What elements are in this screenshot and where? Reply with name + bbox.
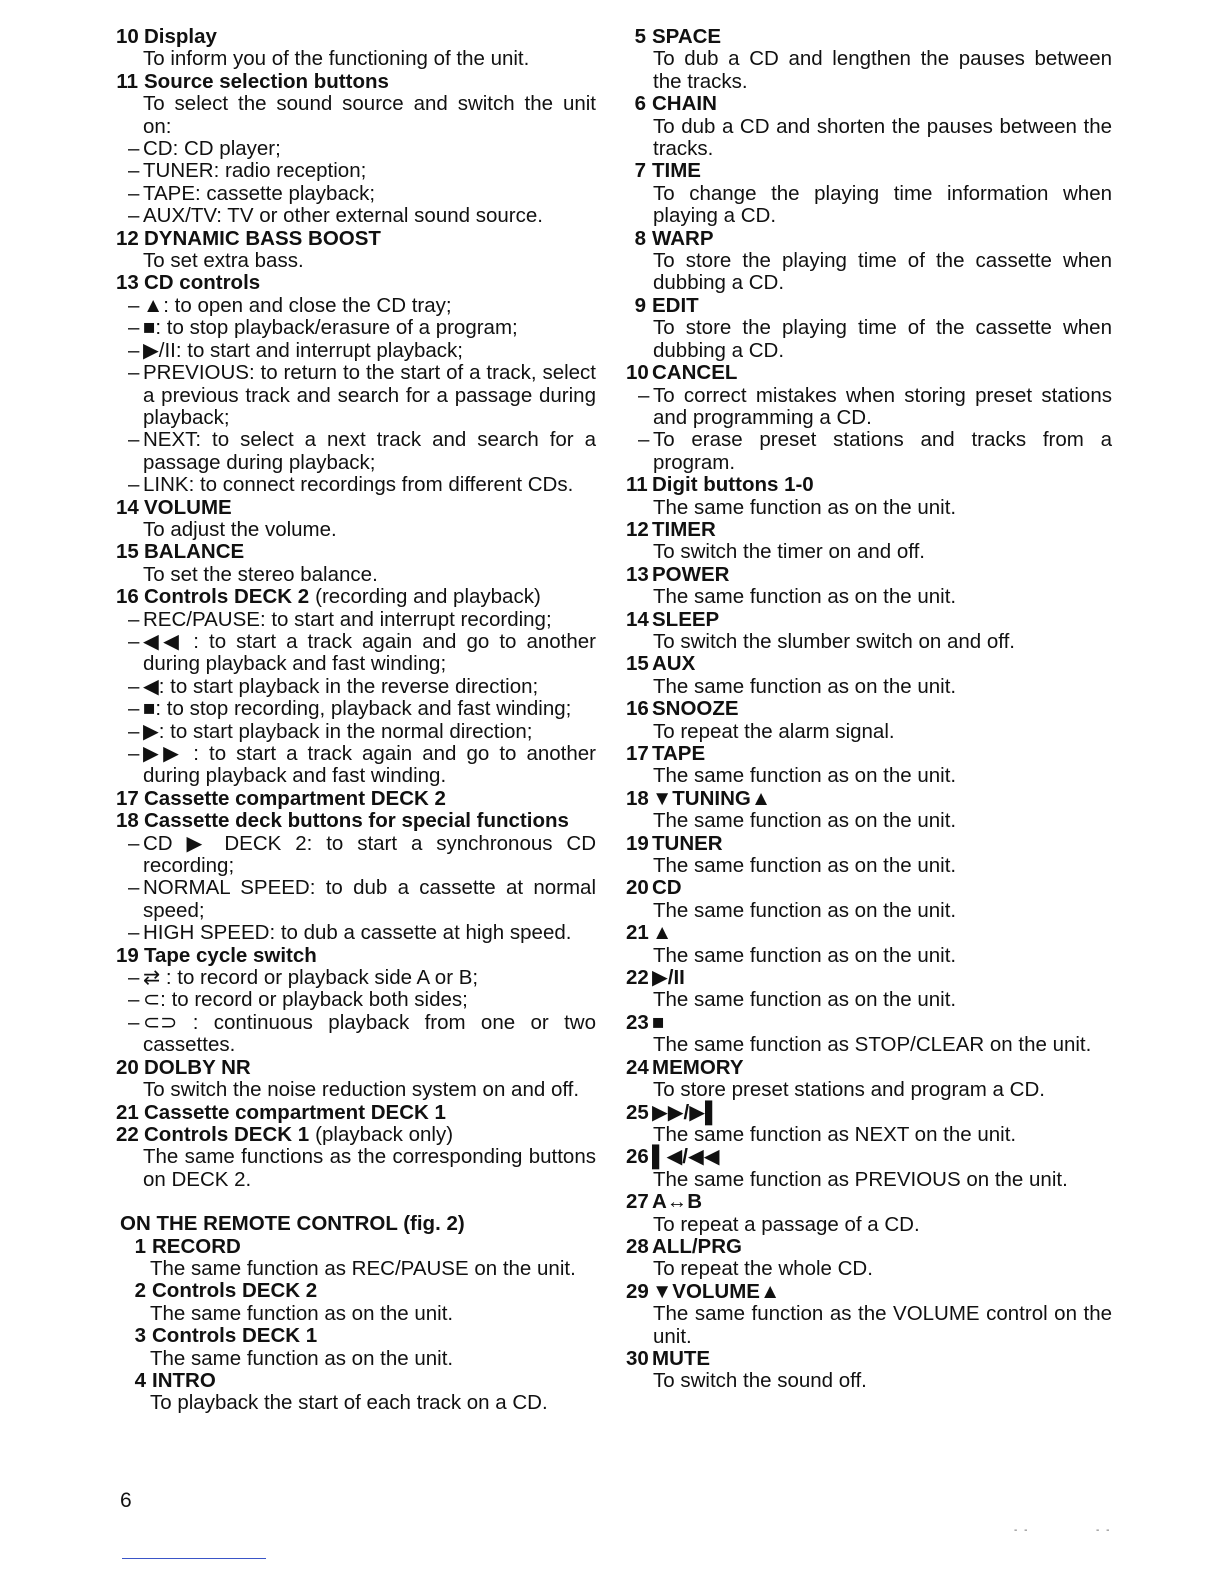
entry-heading: [626, 1348, 1112, 1370]
entry-number: 14: [116, 495, 139, 519]
entry-title: MUTE: [652, 1346, 711, 1370]
entry-bullet: – ⇄ : to record or playback side A or B;: [116, 967, 596, 989]
entry-description: To set extra bass.: [143, 249, 304, 273]
entry-title: ■: [652, 1010, 665, 1034]
entry-number: 30: [626, 1346, 649, 1370]
entry-description: The same function as NEXT on the unit.: [653, 1122, 1017, 1146]
legend-entry: [116, 541, 596, 586]
entry-title: Tape cycle switch: [144, 943, 317, 967]
entry-number: 10: [626, 361, 649, 385]
entry-title: CD controls: [144, 271, 261, 295]
legend-entry: [626, 1057, 1112, 1102]
entry-number: 14: [626, 607, 649, 631]
entry-bullet: – TUNER: radio reception;: [116, 160, 596, 182]
entry-description: To store preset stations and program a CD.: [653, 1078, 1045, 1102]
entry-bullet: – To erase preset stations and tracks from a program.: [626, 429, 1112, 474]
legend-entry: [626, 653, 1112, 698]
entry-description: To select the sound source and switch the unit on:: [143, 92, 596, 138]
legend-entry: [116, 788, 596, 810]
entry-number: 11: [116, 69, 138, 93]
entry-heading: [116, 945, 596, 967]
entry-description: The same function as on the unit.: [653, 809, 957, 833]
entry-bullet: – ▶/II: to start and interrupt playback;: [116, 340, 596, 362]
page-number: 6: [120, 1489, 132, 1512]
entry-number: 19: [116, 943, 139, 967]
entry-description: The same function as on the unit.: [150, 1301, 454, 1325]
legend-entry: [626, 228, 1112, 295]
legend-entry: [116, 1124, 596, 1191]
entry-number: 6: [634, 92, 646, 116]
legend-entry: [116, 1057, 596, 1102]
entry-number: 26: [626, 1145, 649, 1169]
entry-description: To set the stereo balance.: [143, 562, 378, 586]
entry-description: To repeat a passage of a CD.: [653, 1212, 920, 1236]
entry-title: TIME: [652, 159, 701, 183]
entry-title: AUX: [652, 652, 696, 676]
entry-title: POWER: [652, 562, 730, 586]
legend-entry: [116, 228, 596, 273]
entry-bullet: – REC/PAUSE: to start and interrupt recording;: [116, 609, 596, 631]
entry-heading: [626, 653, 1112, 675]
entry-heading: [116, 1325, 596, 1347]
entry-heading: [626, 877, 1112, 899]
right-column: [626, 26, 1112, 1393]
entry-description: The same function as on the unit.: [653, 585, 957, 609]
entry-bullet: – ▲: to open and close the CD tray;: [116, 295, 596, 317]
entry-heading: [626, 967, 1112, 989]
entry-description: The same function as on the unit.: [653, 495, 957, 519]
entry-heading: [116, 810, 596, 832]
entry-title: SPACE: [652, 25, 722, 48]
entry-heading: [626, 1236, 1112, 1258]
entry-number: 15: [626, 652, 649, 676]
entry-number: 13: [116, 271, 139, 295]
entry-title: Display: [144, 25, 217, 48]
entry-title: Source selection buttons: [144, 69, 389, 93]
entry-number: 23: [626, 1010, 649, 1034]
legend-entry: [626, 698, 1112, 743]
entry-heading: [626, 788, 1112, 810]
entry-heading: [626, 1191, 1112, 1213]
legend-entry: [116, 71, 596, 228]
entry-title: DYNAMIC BASS BOOST: [144, 226, 381, 250]
entry-title: EDIT: [652, 293, 699, 317]
legend-entry: [626, 474, 1112, 519]
entry-heading: [626, 474, 1112, 496]
entry-description: To adjust the volume.: [143, 517, 337, 541]
section-gap: [116, 1191, 596, 1213]
remote-entry: [116, 1280, 596, 1325]
entry-title: ▶/II: [652, 966, 685, 990]
legend-entry: [626, 519, 1112, 564]
legend-entry: [116, 26, 596, 71]
entry-number: 29: [626, 1279, 649, 1303]
entry-title: ▶▶/▶▌: [652, 1100, 720, 1124]
legend-entry: [626, 877, 1112, 922]
legend-entry: [626, 788, 1112, 833]
entry-number: 15: [116, 540, 139, 564]
entry-description: The same function as on the unit.: [653, 764, 957, 788]
entry-bullet: – PREVIOUS: to return to the start of a track, select a previous track and search for a passage during playback;: [116, 362, 596, 429]
entry-title: TIMER: [652, 517, 716, 541]
left-entry-list: [116, 26, 596, 1191]
entry-heading: [626, 26, 1112, 48]
entry-description: To repeat the alarm signal.: [653, 719, 895, 743]
entry-heading: [116, 1057, 596, 1079]
entry-description: To store the playing time of the cassette when dubbing a CD.: [653, 316, 1112, 362]
entry-description: To dub a CD and shorten the pauses between the tracks.: [653, 114, 1112, 161]
entry-heading: [626, 295, 1112, 317]
entry-title: Cassette compartment DECK 2: [144, 786, 446, 810]
entry-heading: [116, 1280, 596, 1302]
entry-heading: [116, 228, 596, 250]
entry-title: CD: [652, 876, 682, 900]
entry-title: SLEEP: [652, 607, 720, 631]
entry-title: VOLUME: [144, 495, 232, 519]
legend-entry: [626, 743, 1112, 788]
entry-heading: [116, 541, 596, 563]
entry-number: 2: [134, 1279, 146, 1303]
entry-heading: [116, 1370, 596, 1392]
remote-entry: [116, 1236, 596, 1281]
entry-number: 13: [626, 562, 649, 586]
entry-heading: [626, 1012, 1112, 1034]
entry-number: 24: [626, 1055, 649, 1079]
entry-title-note: (playback only): [315, 1122, 454, 1146]
entry-title: Cassette compartment DECK 1: [144, 1100, 446, 1124]
entry-heading: [116, 272, 596, 294]
remote-entry: [116, 1325, 596, 1370]
entry-title: Cassette deck buttons for special functions: [144, 809, 569, 833]
entry-title: SNOOZE: [652, 697, 739, 721]
entry-number: 1: [134, 1234, 146, 1258]
entry-title: WARP: [652, 226, 714, 250]
entry-number: 21: [116, 1100, 139, 1124]
legend-entry: [626, 967, 1112, 1012]
entry-description: The same function as REC/PAUSE on the unit.: [150, 1256, 576, 1280]
entry-title: CANCEL: [652, 361, 738, 385]
entry-number: 17: [626, 742, 649, 765]
entry-bullet: – ▶▶ : to start a track again and go to another during playback and fast winding.: [116, 743, 596, 788]
entry-heading: [626, 160, 1112, 182]
remote-entry: [116, 1370, 596, 1415]
entry-number: 21: [626, 921, 649, 945]
entry-title: MEMORY: [652, 1055, 744, 1079]
entry-heading: [116, 26, 596, 48]
entry-title-note: (recording and playback): [315, 585, 541, 609]
remote-entry-list: [116, 1236, 596, 1415]
entry-number: 3: [134, 1324, 146, 1348]
entry-bullet: – NEXT: to select a next track and search for a passage during playback;: [116, 429, 596, 474]
entry-description: The same function as STOP/CLEAR on the unit.: [653, 1033, 1092, 1057]
entry-bullet: – ■: to stop recording, playback and fast winding;: [116, 698, 596, 720]
entry-bullet: – LINK: to connect recordings from different CDs.: [116, 474, 596, 496]
entry-number: 20: [626, 876, 649, 900]
legend-entry: [626, 93, 1112, 160]
remote-control-section: [116, 1213, 596, 1415]
entry-number: 11: [626, 473, 648, 497]
entry-bullet: – CD ▶ DECK 2: to start a synchronous CD recording;: [116, 833, 596, 878]
footer-rule: [122, 1558, 266, 1559]
entry-heading: [626, 362, 1112, 384]
entry-number: 18: [626, 786, 649, 810]
entry-title: ▼VOLUME▲: [652, 1279, 781, 1303]
entry-heading: [626, 519, 1112, 541]
scan-speck: - -: [1014, 1525, 1030, 1536]
entry-description: The same function as the VOLUME control on the unit.: [653, 1302, 1112, 1348]
entry-description: The same function as on the unit.: [653, 943, 957, 967]
entry-title: ALL/PRG: [652, 1234, 742, 1258]
entry-description: To store the playing time of the cassette when dubbing a CD.: [653, 249, 1112, 295]
entry-title: DOLBY NR: [144, 1055, 251, 1079]
entry-heading: [626, 1057, 1112, 1079]
entry-number: 7: [634, 159, 646, 183]
entry-title: A↔B: [652, 1190, 703, 1214]
entry-heading: [116, 497, 596, 519]
entry-number: 9: [634, 293, 646, 317]
entry-number: 12: [626, 517, 649, 541]
entry-heading: [116, 1124, 596, 1146]
entry-description: To repeat the whole CD.: [653, 1257, 873, 1281]
entry-title: TUNER: [652, 831, 723, 855]
entry-title: INTRO: [152, 1368, 216, 1392]
entry-number: 22: [116, 1122, 139, 1146]
legend-entry: [116, 586, 596, 788]
entry-description: To switch the noise reduction system on and off.: [143, 1078, 580, 1102]
legend-entry: [626, 362, 1112, 474]
entry-description: The same function as on the unit.: [150, 1346, 454, 1370]
entry-number: 16: [116, 585, 139, 609]
entry-heading: [626, 833, 1112, 855]
entry-description: The same function as on the unit.: [653, 988, 957, 1012]
entry-title: Controls DECK 1: [144, 1122, 310, 1146]
entry-bullet: – NORMAL SPEED: to dub a cassette at normal speed;: [116, 877, 596, 922]
legend-entry: [626, 1191, 1112, 1236]
entry-bullet: – ⊂: to record or playback both sides;: [116, 989, 596, 1011]
legend-entry: [626, 1102, 1112, 1147]
entry-heading: [116, 788, 596, 810]
entry-number: 22: [626, 966, 649, 990]
entry-title: BALANCE: [144, 540, 245, 564]
entry-heading: [626, 1146, 1112, 1168]
entry-number: 4: [134, 1368, 146, 1392]
entry-heading: [116, 1102, 596, 1124]
entry-heading: [626, 743, 1112, 765]
entry-description: To switch the timer on and off.: [653, 540, 925, 564]
legend-entry: [626, 1236, 1112, 1281]
legend-entry: [626, 1348, 1112, 1393]
entry-number: 20: [116, 1055, 139, 1079]
entry-title: CHAIN: [652, 92, 717, 116]
entry-description: To playback the start of each track on a CD.: [150, 1391, 548, 1415]
legend-entry: [116, 810, 596, 944]
entry-title: Controls DECK 2: [144, 585, 310, 609]
scan-speck: - -: [1096, 1525, 1112, 1536]
entry-title: ▲: [652, 921, 673, 945]
entry-description: To change the playing time information when playing a CD.: [653, 181, 1112, 228]
entry-description: To switch the sound off.: [653, 1369, 867, 1393]
entry-number: 27: [626, 1190, 649, 1214]
entry-number: 25: [626, 1100, 649, 1124]
entry-bullet: – ◀◀ : to start a track again and go to another during playback and fast winding;: [116, 631, 596, 676]
legend-entry: [116, 945, 596, 1057]
entry-number: 8: [634, 226, 646, 250]
legend-entry: [626, 564, 1112, 609]
entry-description: To inform you of the functioning of the unit.: [143, 47, 530, 71]
entry-heading: [116, 586, 596, 608]
remote-control-heading: ON THE REMOTE CONTROL (fig. 2): [120, 1212, 465, 1236]
entry-title: ▼TUNING▲: [652, 786, 772, 810]
entry-bullet: – ■: to stop playback/erasure of a program;: [116, 317, 596, 339]
right-entry-list: [626, 26, 1112, 1393]
entry-number: 16: [626, 697, 649, 721]
entry-title: RECORD: [152, 1234, 241, 1258]
entry-title: ▌◀/◀◀: [652, 1145, 720, 1169]
entry-heading: [626, 93, 1112, 115]
entry-number: 5: [634, 25, 646, 48]
legend-entry: [116, 272, 596, 496]
entry-bullet: – To correct mistakes when storing preset stations and programming a CD.: [626, 385, 1112, 430]
entry-number: 18: [116, 809, 139, 833]
entry-heading: [626, 698, 1112, 720]
legend-entry: [626, 922, 1112, 967]
legend-entry: [626, 1012, 1112, 1057]
entry-title: Digit buttons 1-0: [652, 473, 814, 497]
entry-description: The same function as PREVIOUS on the unit.: [653, 1167, 1068, 1191]
entry-description: The same function as on the unit.: [653, 854, 957, 878]
entry-number: 10: [116, 25, 139, 48]
entry-bullet: – ◀: to start playback in the reverse direction;: [116, 676, 596, 698]
legend-entry: [116, 497, 596, 542]
entry-bullet: – AUX/TV: TV or other external sound source.: [116, 205, 596, 227]
entry-title: TAPE: [652, 742, 706, 765]
entry-heading: [626, 228, 1112, 250]
entry-heading: [626, 1281, 1112, 1303]
legend-entry: [626, 160, 1112, 227]
entry-description: The same functions as the corresponding buttons on DECK 2.: [143, 1145, 596, 1191]
entry-bullet: – CD: CD player;: [116, 138, 596, 160]
legend-entry: [626, 295, 1112, 362]
entry-number: 28: [626, 1234, 649, 1258]
entry-number: 12: [116, 226, 139, 250]
entry-description: To dub a CD and lengthen the pauses between the tracks.: [653, 47, 1112, 93]
entry-title: Controls DECK 1: [152, 1324, 318, 1348]
left-column: [116, 26, 596, 1415]
entry-heading: [626, 609, 1112, 631]
entry-heading: [626, 564, 1112, 586]
entry-title: Controls DECK 2: [152, 1279, 318, 1303]
entry-heading: [626, 922, 1112, 944]
legend-entry: [626, 833, 1112, 878]
entry-heading: [626, 1102, 1112, 1124]
entry-description: To switch the slumber switch on and off.: [653, 629, 1015, 653]
entry-bullet: – TAPE: cassette playback;: [116, 183, 596, 205]
entry-description: The same function as on the unit.: [653, 898, 957, 922]
entry-number: 17: [116, 786, 139, 810]
entry-heading: [116, 1236, 596, 1258]
entry-bullet: – ▶: to start playback in the normal direction;: [116, 721, 596, 743]
legend-entry: [626, 609, 1112, 654]
legend-entry: [626, 1146, 1112, 1191]
legend-entry: [116, 1102, 596, 1124]
entry-number: 19: [626, 831, 649, 855]
entry-bullet: – ⊂⊃ : continuous playback from one or two cassettes.: [116, 1012, 596, 1057]
entry-bullet: – HIGH SPEED: to dub a cassette at high speed.: [116, 922, 596, 944]
legend-entry: [626, 1281, 1112, 1348]
entry-heading: [116, 71, 596, 93]
entry-description: The same function as on the unit.: [653, 674, 957, 698]
legend-entry: [626, 26, 1112, 93]
